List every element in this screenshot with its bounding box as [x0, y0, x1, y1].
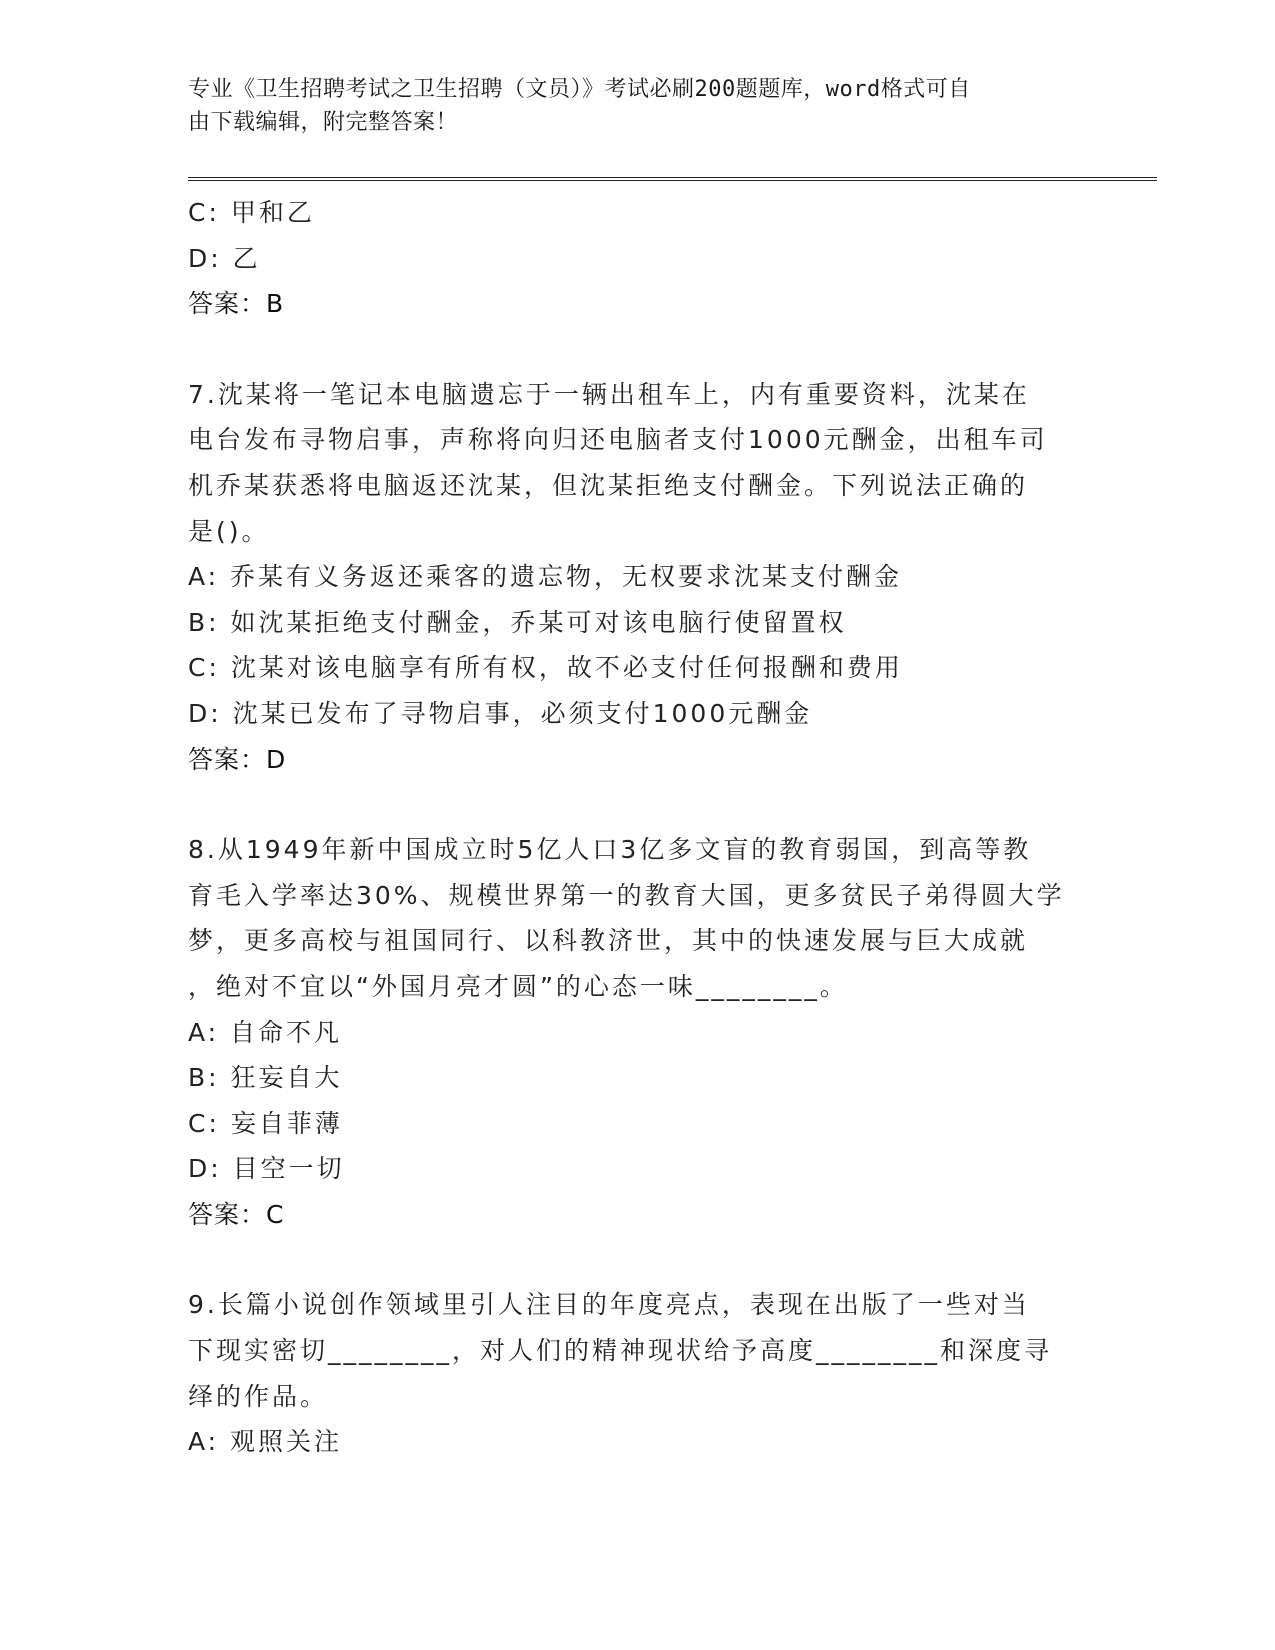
spacer — [188, 782, 1088, 827]
question-stem-line: ，绝对不宜以“外国月亮才圆”的心态一味________。 — [188, 971, 848, 1001]
header-divider — [188, 177, 1157, 181]
option-d: D: 目空一切 — [188, 1154, 345, 1184]
question-stem-line: 育毛入学率达30%、规模世界第一的教育大国，更多贫民子弟得圆大学 — [188, 880, 1065, 910]
option-b: B: 如沈某拒绝支付酬金，乔某可对该电脑行使留置权 — [188, 607, 847, 637]
option-d: D: 沈某已发布了寻物启事，必须支付1000元酬金 — [188, 698, 813, 728]
header-line-2: 由下载编辑，附完整答案！ — [188, 110, 459, 135]
question-content — [188, 190, 1088, 1465]
option-b: B: 狂妄自大 — [188, 1063, 343, 1093]
header-line-1: 专业《卫生招聘考试之卫生招聘（文员）》考试必刷200题题库，word格式可自 — [188, 77, 971, 102]
option-a: A: 观照关注 — [188, 1427, 343, 1457]
question-8 — [188, 827, 1088, 1237]
option-c: C: 沈某对该电脑享有所有权，故不必支付任何报酬和费用 — [188, 653, 903, 683]
spacer — [188, 327, 1088, 372]
option-a: A: 自命不凡 — [188, 1017, 343, 1047]
option-d: D: 乙 — [188, 243, 261, 273]
answer-label: 答案：C — [188, 1199, 285, 1229]
answer-label: 答案：B — [188, 289, 285, 319]
question-stem-line: 是()。 — [188, 516, 270, 546]
question-stem-line: 7.沈某将一笔记本电脑遗忘于一辆出租车上，内有重要资料，沈某在 — [188, 379, 1030, 409]
page-header — [188, 73, 1068, 139]
spacer — [188, 1237, 1088, 1282]
question-6 — [188, 190, 1088, 327]
option-a: A: 乔某有义务返还乘客的遗忘物，无权要求沈某支付酬金 — [188, 562, 903, 592]
question-9 — [188, 1282, 1088, 1464]
question-stem-line: 电台发布寻物启事，声称将向归还电脑者支付1000元酬金，出租车司 — [188, 425, 1048, 455]
question-stem-line: 下现实密切________，对人们的精神现状给予高度________和深度寻 — [188, 1336, 1053, 1366]
question-stem-line: 8.从1949年新中国成立时5亿人口3亿多文盲的教育弱国，到高等教 — [188, 835, 1032, 865]
answer-label: 答案：D — [188, 744, 287, 774]
option-c: C: 甲和乙 — [188, 198, 315, 227]
question-stem-line: 9.长篇小说创作领域里引人注目的年度亮点，表现在出版了一些对当 — [188, 1290, 1030, 1320]
question-stem-line: 机乔某获悉将电脑返还沈某，但沈某拒绝支付酬金。下列说法正确的 — [188, 470, 1029, 500]
option-c: C: 妄自菲薄 — [188, 1108, 343, 1138]
question-stem-line: 绎的作品。 — [188, 1381, 329, 1411]
question-stem-line: 梦，更多高校与祖国同行、以科教济世，其中的快速发展与巨大成就 — [188, 926, 1029, 956]
question-7 — [188, 372, 1088, 782]
